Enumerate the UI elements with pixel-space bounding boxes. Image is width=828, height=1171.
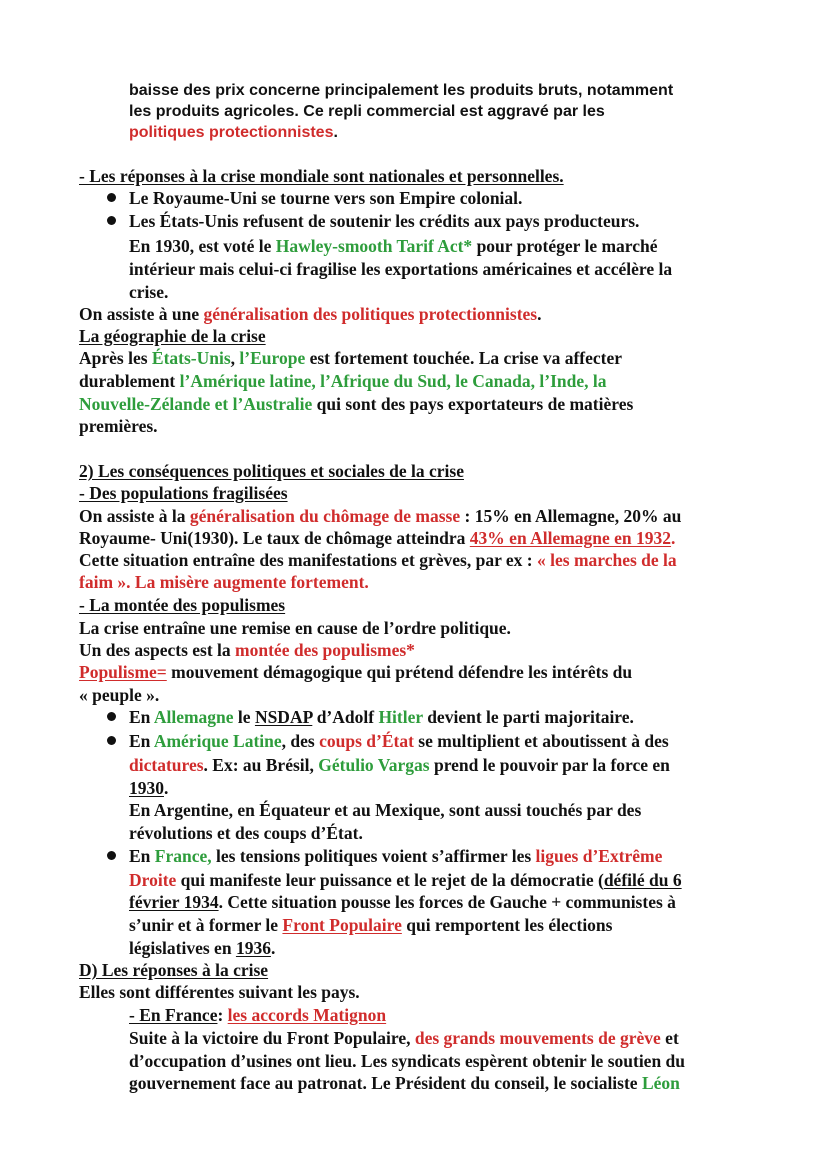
- consequences-p2-line-2: Un des aspects est la montée des populismes*: [79, 640, 415, 660]
- consequences-heading: 2) Les conséquences politiques et sociales de la crise: [79, 461, 464, 481]
- consequences-subheading-2: - La montée des populismes: [79, 595, 286, 615]
- latin-america-line-3: 1930.: [129, 778, 169, 798]
- bullet-icon: [107, 736, 116, 745]
- intro-line-3: politiques protectionnistes.: [129, 124, 338, 141]
- populism-definition-line-2: « peuple ».: [79, 685, 160, 705]
- bullet-icon: [107, 193, 116, 202]
- france-line-4: s’unir et à former le Front Populaire qui remportent les élections: [129, 915, 613, 935]
- consequences-subheading-1: - Des populations fragilisées: [79, 483, 288, 503]
- geography-line-1: Après les États-Unis, l’Europe est fortement touchée. La crise va affecter: [79, 348, 623, 368]
- latin-america-bullet: En Amérique Latine, des coups d’État se multiplient et aboutissent à des: [129, 731, 669, 751]
- answers-line-1: Elles sont différentes suivant les pays.: [79, 982, 360, 1002]
- responses-bullet-2-line-4: crise.: [129, 282, 169, 302]
- latin-america-line-5: révolutions et des coups d’État.: [129, 823, 363, 843]
- geography-line-4: premières.: [79, 416, 158, 436]
- answers-heading: D) Les réponses à la crise: [79, 960, 269, 980]
- geography-line-3: Nouvelle-Zélande et l’Australie qui sont des pays exportateurs de matières: [79, 394, 634, 414]
- consequences-p1-line-2: Royaume- Uni(1930). Le taux de chômage atteindra 43% en Allemagne en 1932.: [79, 528, 676, 548]
- responses-bullet-2-line-2: En 1930, est voté le Hawley-smooth Tarif Act* pour protéger le marché: [129, 236, 658, 256]
- bullet-icon: [107, 216, 116, 225]
- responses-summary: On assiste à une généralisation des politiques protectionnistes.: [79, 304, 542, 324]
- intro-line-2: les produits agricoles. Ce repli commercial est aggravé par les: [129, 103, 605, 120]
- consequences-p2-line-1: La crise entraîne une remise en cause de l’ordre politique.: [79, 618, 511, 638]
- answers-france-heading: - En France: les accords Matignon: [129, 1005, 387, 1025]
- responses-bullet-1: Le Royaume-Uni se tourne vers son Empire colonial.: [129, 188, 523, 208]
- consequences-p1-line-4: faim ». La misère augmente fortement.: [79, 572, 369, 592]
- france-line-3: février 1934. Cette situation pousse les forces de Gauche + communistes à: [129, 892, 676, 912]
- bullet-icon: [107, 712, 116, 721]
- answers-p-line-3: gouvernement face au patronat. Le Président du conseil, le socialiste Léon: [129, 1073, 680, 1093]
- consequences-p1-line-3: Cette situation entraîne des manifestations et grèves, par ex : « les marches de la: [79, 550, 677, 570]
- bullet-icon: [107, 851, 116, 860]
- latin-america-line-4: En Argentine, en Équateur et au Mexique, sont aussi touchés par des: [129, 800, 642, 820]
- latin-america-line-2: dictatures. Ex: au Brésil, Gétulio Vargas prend le pouvoir par la force en: [129, 755, 670, 775]
- populism-definition: Populisme= mouvement démagogique qui prétend défendre les intérêts du: [79, 662, 633, 682]
- geography-line-2: durablement l’Amérique latine, l’Afrique du Sud, le Canada, l’Inde, la: [79, 371, 607, 391]
- france-line-5: législatives en 1936.: [129, 938, 276, 958]
- intro-line-1: baisse des prix concerne principalement les produits bruts, notamment: [129, 82, 674, 99]
- responses-bullet-2-line-3: intérieur mais celui-ci fragilise les exportations américaines et accélère la: [129, 259, 673, 279]
- germany-bullet: En Allemagne le NSDAP d’Adolf Hitler devient le parti majoritaire.: [129, 707, 634, 727]
- responses-bullet-2: Les États-Unis refusent de soutenir les crédits aux pays producteurs.: [129, 211, 640, 231]
- answers-p-line-2: d’occupation d’usines ont lieu. Les syndicats espèrent obtenir le soutien du: [129, 1051, 686, 1071]
- responses-heading: - Les réponses à la crise mondiale sont nationales et personnelles.: [79, 166, 564, 186]
- geography-heading: La géographie de la crise: [79, 326, 266, 346]
- france-line-2: Droite qui manifeste leur puissance et le rejet de la démocratie (défilé du 6: [129, 870, 682, 890]
- consequences-p1-line-1: On assiste à la généralisation du chômage de masse : 15% en Allemagne, 20% au: [79, 506, 682, 526]
- france-bullet: En France, les tensions politiques voient s’affirmer les ligues d’Extrême: [129, 846, 663, 866]
- answers-p-line-1: Suite à la victoire du Front Populaire, des grands mouvements de grève et: [129, 1028, 679, 1048]
